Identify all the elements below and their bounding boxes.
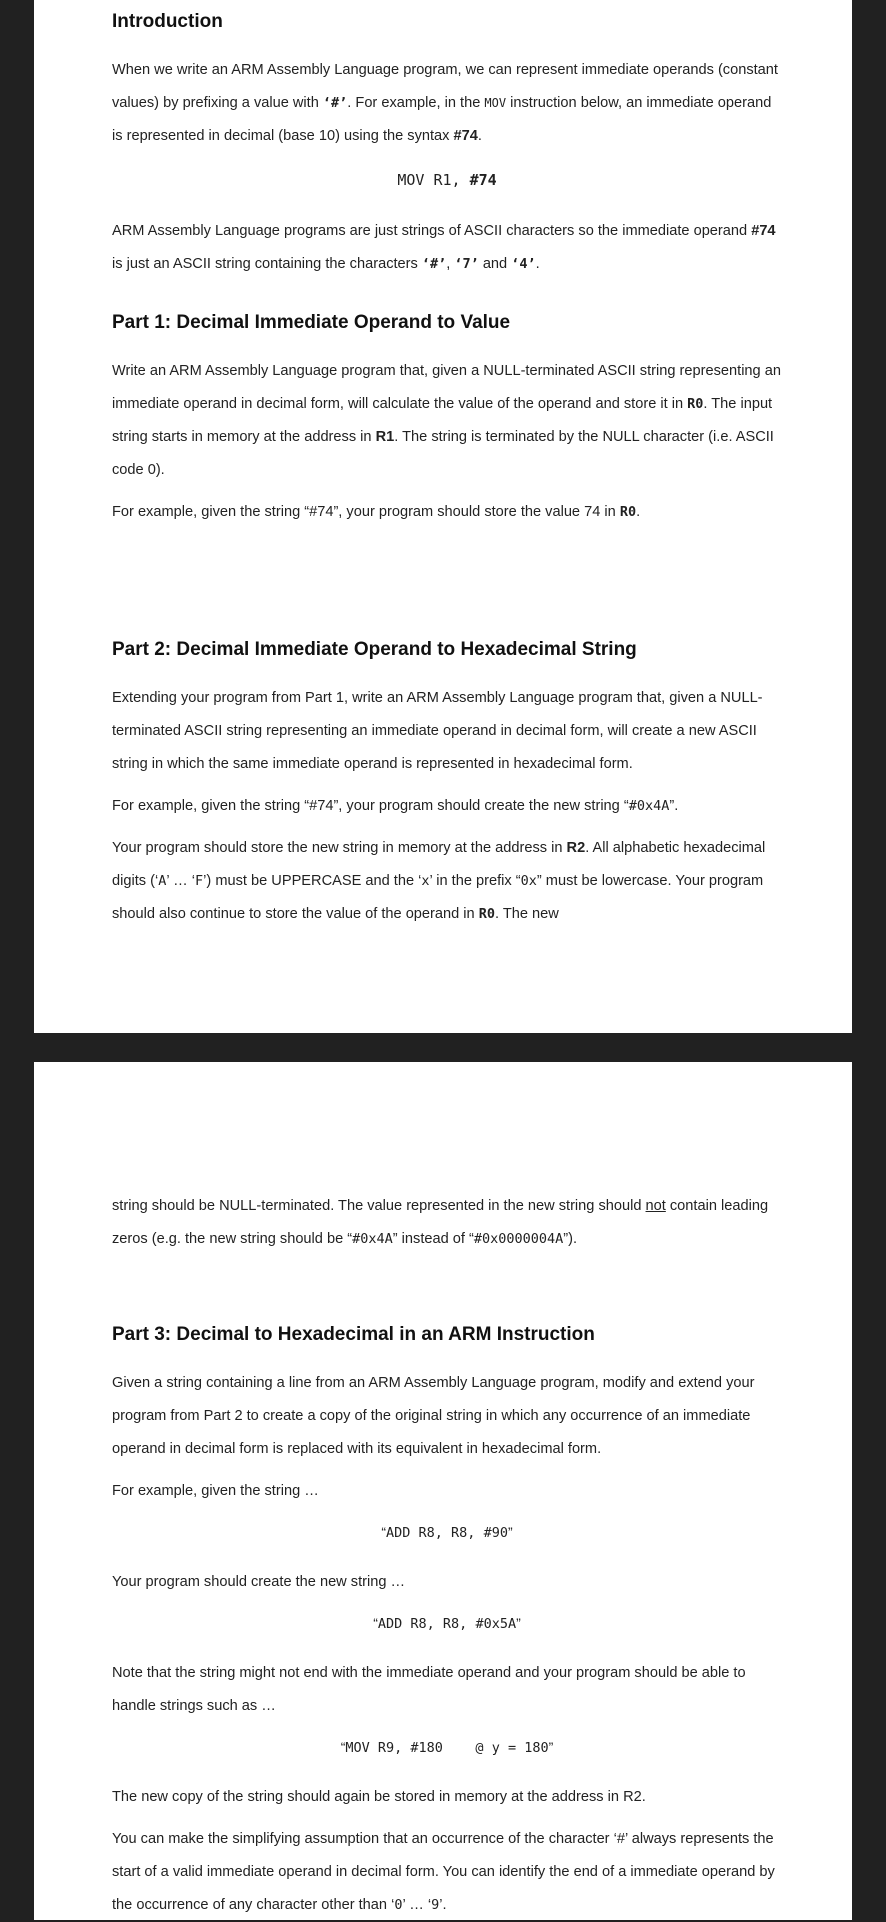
- example-comment-string: “MOV R9, #180 @ y = 180”: [340, 1739, 554, 1756]
- part-3-heading: Part 3: Decimal to Hexadecimal in an ARM Instruction: [112, 1324, 595, 1345]
- part-3-paragraph-6: You can make the simplifying assumption that an occurrence of the character ‘#’ always represents the start of a valid immediate operand in decimal form. You can identify the end of a immediate operand by the occurrence of any character other than ‘0’ … ‘9’.: [112, 1831, 775, 1913]
- part-1-paragraph-2: For example, given the string “#74”, your program should store the value 74 in R0.: [112, 504, 641, 520]
- example-input-string: “ADD R8, R8, #90”: [381, 1524, 513, 1541]
- part-2-paragraph-2: For example, given the string “#74”, your program should create the new string “#0x4A”.: [112, 798, 679, 814]
- intro-paragraph-2: ARM Assembly Language programs are just strings of ASCII characters so the immediate operand #74 is just an ASCII string containing the characters ‘#’, ‘7’ and ‘4’.: [112, 223, 776, 272]
- part-2-continuation: string should be NULL-terminated. The value represented in the new string should not contain leading zeros (e.g. the new string should be “#0x4A” instead of “#0x0000004A”).: [112, 1198, 769, 1247]
- mov-code-example: MOV R1, #74: [397, 171, 497, 189]
- introduction-heading: Introduction: [112, 11, 223, 32]
- part-1-paragraph-1: Write an ARM Assembly Language program that, given a NULL-terminated ASCII string representing an immediate operand in decimal form, will calculate the value of the operand and store it in R0. The input string starts in memory at the address in R1. The string is terminated by the NULL character (i.e. ASCII code 0).: [112, 363, 781, 478]
- document-page-1: [34, 0, 852, 1033]
- example-output-string: “ADD R8, R8, #0x5A”: [373, 1615, 521, 1632]
- part-1-heading: Part 1: Decimal Immediate Operand to Value: [112, 312, 511, 333]
- part-3-paragraph-1: Given a string containing a line from an ARM Assembly Language program, modify and extend your program from Part 2 to create a copy of the original string in which any occurrence of an immediate operand in decimal form is replaced with its equivalent in hexadecimal form.: [112, 1375, 755, 1457]
- part-2-heading: Part 2: Decimal Immediate Operand to Hexadecimal String: [112, 639, 637, 660]
- part-3-paragraph-5: The new copy of the string should again be stored in memory at the address in R2.: [112, 1789, 646, 1805]
- part-2-paragraph-3: Your program should store the new string in memory at the address in R2. All alphabetic hexadecimal digits (‘A’ … ‘F’) must be UPPERCASE and the ‘x’ in the prefix “0x” must be lowercase. Your program should also continue to store the value of the operand in R0. The new: [112, 840, 766, 922]
- part-3-paragraph-3: Your program should create the new string …: [112, 1574, 406, 1590]
- part-3-paragraph-2: For example, given the string …: [112, 1483, 319, 1499]
- intro-paragraph-1: When we write an ARM Assembly Language program, we can represent immediate operands (constant values) by prefixing a value with ‘#’. For example, in the MOV instruction below, an immediate operand is represented in decimal (base 10) using the syntax #74.: [112, 62, 778, 144]
- part-3-paragraph-4: Note that the string might not end with the immediate operand and your program should be able to handle strings such as …: [112, 1665, 746, 1714]
- part-2-paragraph-1: Extending your program from Part 1, write an ARM Assembly Language program that, given a NULL-terminated ASCII string representing an immediate operand in decimal form, will create a new ASCII string in which the same immediate operand is represented in hexadecimal form.: [112, 690, 763, 772]
- document-page-2: [34, 1062, 852, 1920]
